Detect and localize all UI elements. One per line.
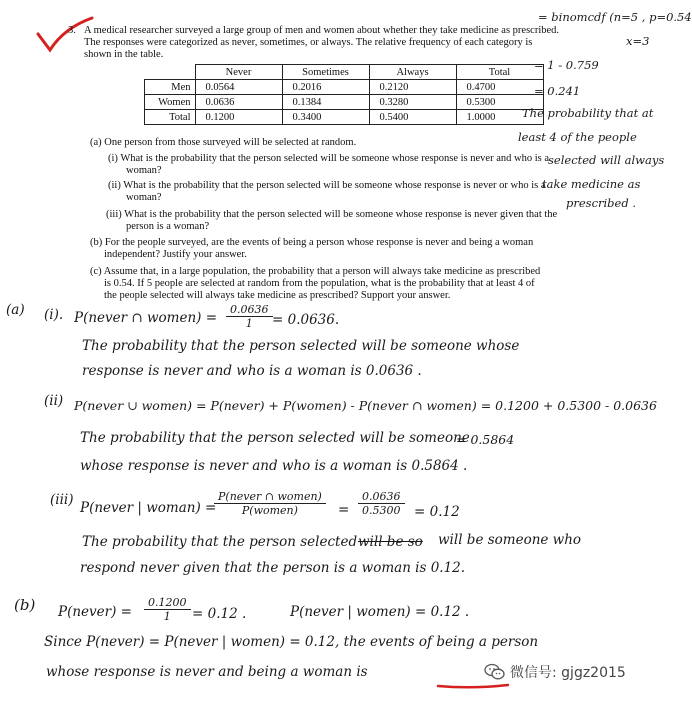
row-label: Men: [145, 80, 196, 95]
answer-iii-result: = 0.12: [414, 504, 460, 520]
table-cell: 0.2120: [369, 80, 456, 95]
fraction-numerator: 0.0636: [226, 303, 273, 317]
part-c-line-1: (c) Assume that, in a large population, the probability that a person will always take medicine as prescribed: [90, 266, 541, 277]
part-a-ii-line-2: woman?: [126, 192, 162, 203]
answer-iii-fraction: [214, 490, 326, 517]
answer-iii-fraction-2: [358, 490, 405, 517]
row-label: Women: [145, 95, 196, 110]
part-a-i-line-2: woman?: [126, 165, 162, 176]
answer-i-fraction: [226, 303, 273, 330]
answer-ii-sentence-1: The probability that the person selected will be someone: [80, 430, 470, 446]
table-header: Sometimes: [282, 65, 369, 80]
note-sentence-4: take medicine as: [542, 177, 641, 191]
row-label: Total: [145, 110, 196, 125]
note-sentence-3: selected will always: [548, 153, 665, 167]
note-sentence-2: least 4 of the people: [518, 130, 637, 144]
table-row: [145, 80, 544, 95]
table-cell: 0.5300: [456, 95, 543, 110]
part-a-ii-line-1: (ii) What is the probability that the person selected will be someone whose response is never or who is a: [108, 180, 546, 191]
note-binomcdf: = binomcdf (n=5 , p=0.54: [538, 10, 692, 24]
answer-iii-sentence-2: respond never given that the person is a woman is 0.12.: [80, 560, 466, 576]
table-row: [145, 95, 544, 110]
table-cell: 1.0000: [456, 110, 543, 125]
part-a-iii-line-1: (iii) What is the probability that the person selected will be someone whose response is never given that the: [106, 209, 558, 220]
note-sentence-5: prescribed .: [566, 196, 637, 210]
fraction-denominator: P(women): [241, 504, 298, 517]
part-b-line-1: (b) For the people surveyed, are the events of being a person whose response is never and being a woman: [90, 237, 534, 248]
note-step-1: = 1 - 0.759: [534, 58, 599, 72]
fraction-numerator: 0.1200: [144, 596, 191, 610]
problem-intro-line-2: The responses were categorized as never, sometimes, or always. The relative frequency of each category is: [84, 37, 533, 48]
problem-intro-line-3: shown in the table.: [84, 49, 164, 60]
part-c-line-2: is 0.54. If 5 people are selected at random from the population, what is the probability that at least 4 of: [104, 278, 535, 289]
answer-iii-struck-text: will be so: [358, 534, 423, 550]
table-cell: 0.5400: [369, 110, 456, 125]
fraction-numerator: P(never ∩ women): [214, 490, 326, 504]
part-c-line-3: the people selected will always take medicine as prescribed? Support your answer.: [104, 290, 451, 301]
answer-iii-equals: =: [338, 502, 350, 518]
answer-i-label: (i).: [44, 307, 64, 323]
problem-intro-line-1: A medical researcher surveyed a large group of men and women about whether they take medicine as prescribed.: [84, 25, 560, 36]
problem-number: 3.: [68, 25, 76, 36]
table-cell: 0.0564: [195, 80, 282, 95]
answer-b-label: (b): [14, 596, 36, 614]
note-x-equals: x=3: [626, 34, 650, 48]
table-row: [145, 110, 544, 125]
table-cell: 0.0636: [195, 95, 282, 110]
answer-ii-expression: P(never ∪ women) = P(never) + P(women) - P(never ∩ women) = 0.1200 + 0.5300 - 0.0636: [74, 398, 657, 413]
answer-i-expression: P(never ∩ women) =: [74, 310, 218, 326]
table-header: Never: [195, 65, 282, 80]
watermark: [484, 662, 626, 682]
note-sentence-1: The probability that at: [522, 106, 654, 120]
table-cell: 0.4700: [456, 80, 543, 95]
fraction-denominator: 0.5300: [362, 504, 401, 517]
wechat-icon: [484, 663, 506, 681]
table-header-row: [145, 65, 544, 80]
table-cell: 0.3280: [369, 95, 456, 110]
answer-b-sentence-1: Since P(never) = P(never | women) = 0.12, the events of being a person: [44, 634, 539, 650]
fraction-denominator: 1: [163, 610, 171, 623]
part-a: (a) One person from those surveyed will be selected at random.: [90, 137, 357, 148]
answer-i-sentence-1: The probability that the person selected will be someone whose: [82, 338, 520, 354]
frequency-table: [144, 64, 544, 125]
answer-b-fraction: [144, 596, 191, 623]
answer-iii-expression: P(never | woman) =: [80, 500, 217, 516]
answer-ii-sentence-2: whose response is never and who is a woman is 0.5864 .: [80, 458, 468, 474]
fraction-denominator: 1: [245, 317, 253, 330]
note-step-2: = 0.241: [534, 84, 581, 98]
table-header: Always: [369, 65, 456, 80]
fraction-numerator: 0.0636: [358, 490, 405, 504]
answer-i-sentence-2: response is never and who is a woman is 0.0636 .: [82, 363, 422, 379]
answer-iii-label: (iii): [50, 492, 74, 508]
watermark-text: 微信号: gjgz2015: [510, 665, 626, 681]
table-cell: 0.2016: [282, 80, 369, 95]
answer-b-result-1: = 0.12 .: [192, 606, 247, 622]
part-a-iii-line-2: person is a woman?: [126, 221, 210, 232]
table-cell: 0.1200: [195, 110, 282, 125]
answer-iii-sentence-1b: will be someone who: [438, 532, 582, 548]
table-cell: 0.1384: [282, 95, 369, 110]
answer-ii-result: = 0.5864: [456, 432, 515, 447]
table-header: Total: [456, 65, 543, 80]
table-cell: 0.3400: [282, 110, 369, 125]
answer-b-expression-2: P(never | women) = 0.12 .: [290, 604, 470, 620]
answer-a-label: (a): [6, 302, 25, 318]
part-a-i-line-1: (i) What is the probability that the person selected will be someone whose response is never and who is a: [108, 153, 549, 164]
answer-i-result: = 0.0636.: [272, 312, 340, 328]
answer-iii-sentence-1: The probability that the person selected: [82, 534, 358, 550]
answer-b-expression-1: P(never) =: [58, 604, 132, 620]
answer-ii-label: (ii): [44, 393, 64, 409]
part-b-line-2: independent? Justify your answer.: [104, 249, 247, 260]
answer-b-sentence-2: whose response is never and being a woman is: [46, 664, 368, 680]
